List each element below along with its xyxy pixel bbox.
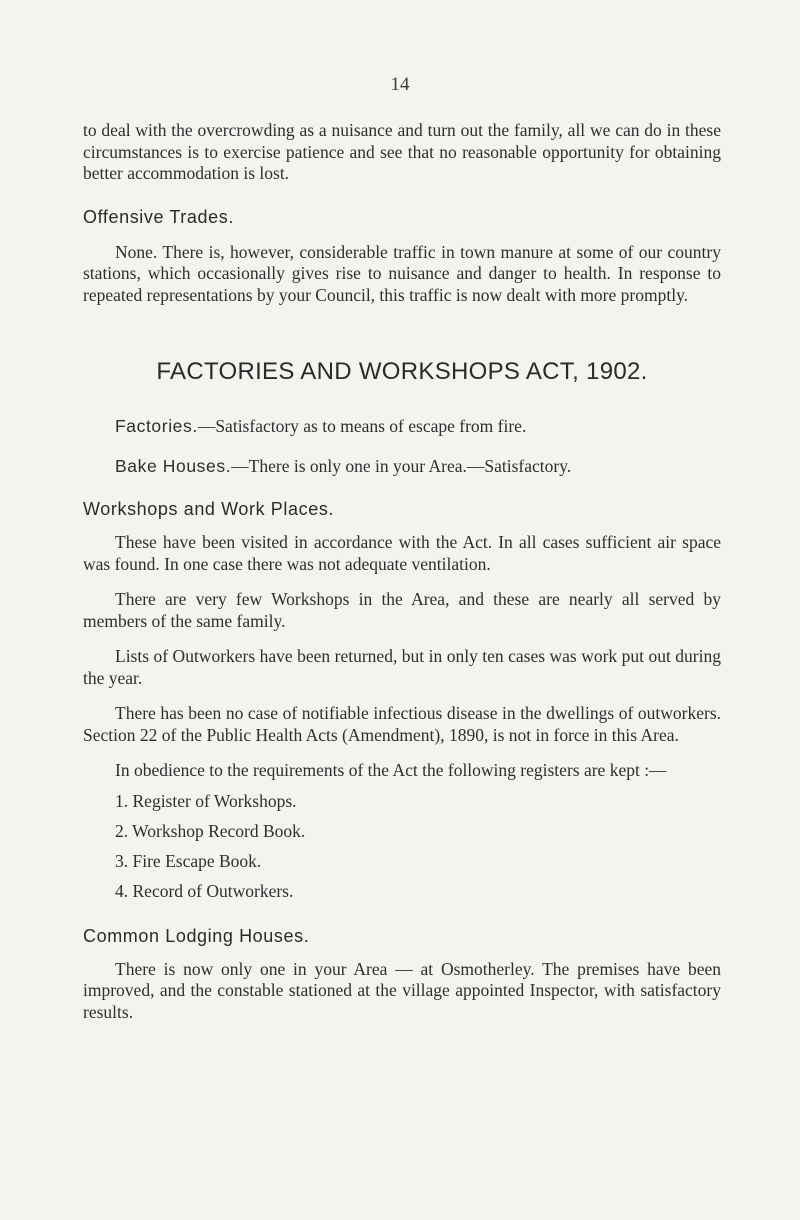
- offensive-trades-heading: Offensive Trades.: [83, 206, 234, 227]
- page-content: [83, 120, 721, 1023]
- register-item: 2. Workshop Record Book.: [115, 820, 306, 841]
- workshops-paragraph-3: Lists of Outworkers have been returned, but in only ten cases was work put out during the year.: [83, 646, 721, 688]
- lodging-houses-heading: Common Lodging Houses.: [83, 925, 310, 946]
- bake-houses-line: [83, 456, 721, 478]
- factories-act-heading: FACTORIES AND WORKSHOPS ACT, 1902.: [156, 358, 648, 385]
- lodging-houses-paragraph: There is now only one in your Area — at Osmotherley. The premises have been improved, and the constable stationed at the village appointed Inspector, with satisfactory results.: [83, 958, 721, 1022]
- register-item: 3. Fire Escape Book.: [115, 850, 262, 871]
- factories-label: Factories.: [115, 416, 198, 436]
- factories-text: —Satisfactory as to means of escape from fire.: [197, 416, 527, 436]
- intro-paragraph: to deal with the overcrowding as a nuisance and turn out the family, all we can do in these circumstances is to exercise patience and see that no reasonable opportunity for obtaining better accommodation is lost.: [83, 120, 721, 183]
- factories-line: [83, 416, 721, 438]
- register-item: 1. Register of Workshops.: [115, 790, 297, 811]
- offensive-trades-paragraph: None. There is, however, considerable traffic in town manure at some of our country stations, which occasionally gives rise to nuisance and danger to health. In response to repeated representations by your Council, this traffic is now dealt with more promptly.: [83, 241, 721, 305]
- bake-houses-label: Bake Houses.: [115, 455, 232, 476]
- bake-houses-text: —There is only one in your Area.—Satisfactory.: [231, 455, 572, 476]
- workshops-paragraph-2: There are very few Workshops in the Area, and these are nearly all served by members of the same family.: [83, 589, 721, 631]
- workshops-paragraph-1: These have been visited in accordance with the Act. In all cases sufficient air space was found. In one case there was not adequate ventilation.: [83, 532, 721, 574]
- workshops-heading: Workshops and Work Places.: [83, 499, 335, 519]
- workshops-paragraph-4: There has been no case of notifiable infectious disease in the dwellings of outworkers. Section 22 of the Public Health Acts (Amendment), 1890, is not in force in this Area.: [83, 703, 721, 745]
- page-number: 14: [390, 74, 410, 95]
- workshops-paragraph-5: In obedience to the requirements of the Act the following registers are kept :—: [115, 760, 667, 780]
- register-item: 4. Record of Outworkers.: [115, 880, 294, 901]
